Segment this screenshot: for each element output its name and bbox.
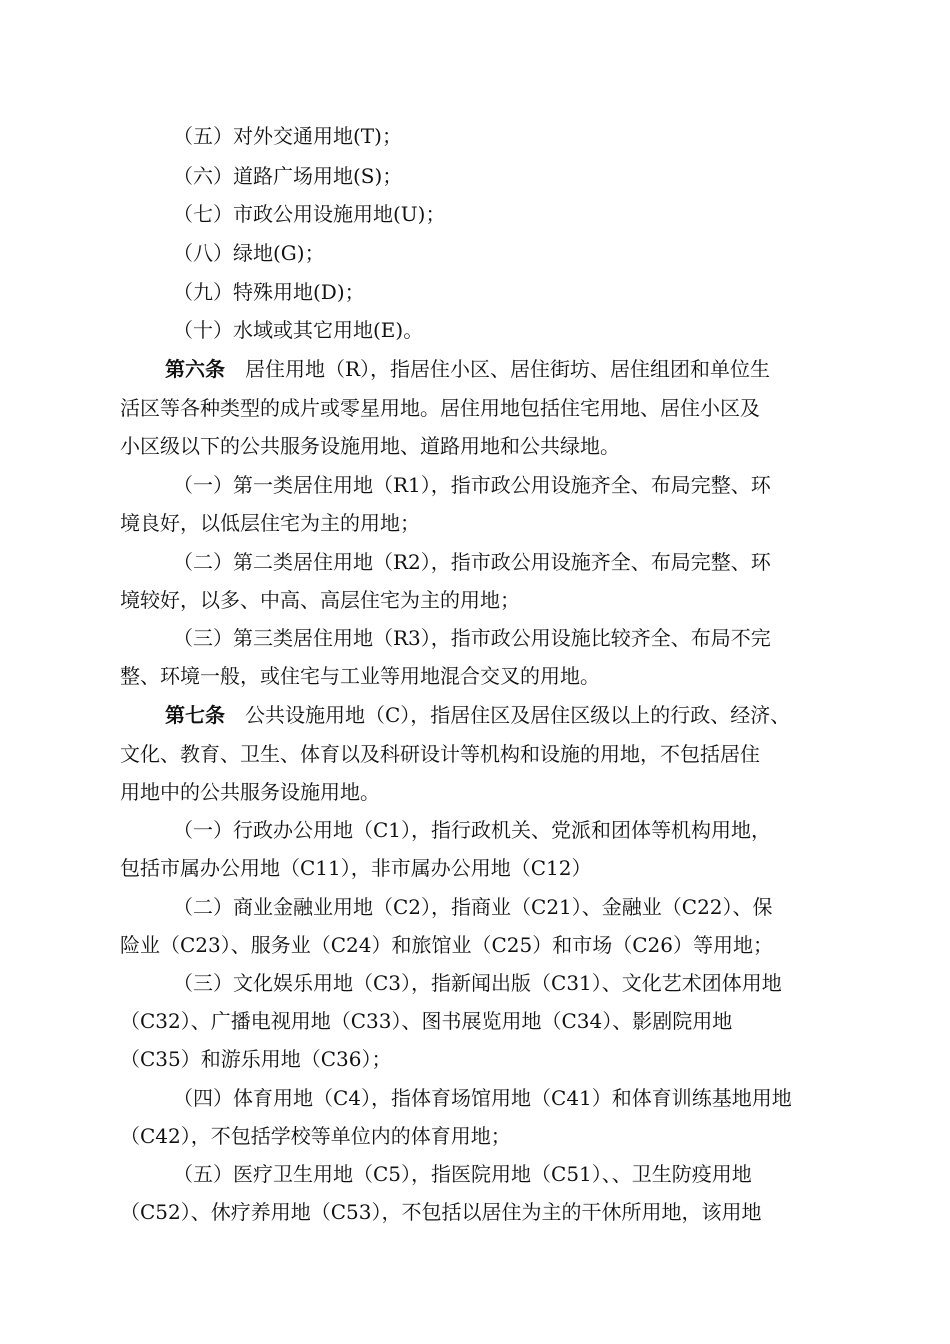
- article-7-item-1-cont: 包括市属办公用地（C11），非市属办公用地（C12）: [120, 856, 592, 880]
- article-6-first-line: [165, 355, 770, 383]
- article-6-item-1-cont: 境良好，以低层住宅为主的用地；: [120, 511, 420, 535]
- article-6-heading: 第六条: [165, 357, 225, 381]
- article-6-item-2: （二）第二类居住用地（R2），指市政公用设施齐全、布局完整、环: [173, 550, 771, 574]
- article-7-line: 用地中的公共服务设施用地。: [120, 780, 380, 804]
- article-6-text: 居住用地（R），指居住小区、居住街坊、居住组团和单位生: [245, 357, 771, 381]
- article-7-item-3-cont: （C35）和游乐用地（C36）；: [120, 1047, 392, 1071]
- list-item-8: （八）绿地(G)；: [173, 241, 325, 265]
- article-7-heading: 第七条: [165, 703, 225, 727]
- article-6-item-3: （三）第三类居住用地（R3），指市政公用设施比较齐全、布局不完: [173, 626, 771, 650]
- article-7-item-1: （一）行政办公用地（C1），指行政机关、党派和团体等机构用地，: [173, 818, 772, 842]
- list-item-5: （五）对外交通用地(T)；: [173, 124, 402, 148]
- article-7-line: 文化、教育、卫生、体育以及科研设计等机构和设施的用地，不包括居住: [120, 742, 760, 766]
- article-7-item-3-cont: （C32）、广播电视用地（C33）、图书展览用地（C34）、影剧院用地: [120, 1009, 733, 1033]
- article-6-item-1: （一）第一类居住用地（R1），指市政公用设施齐全、布局完整、环: [173, 473, 771, 497]
- list-item-7: （七）市政公用设施用地(U)；: [173, 202, 446, 226]
- article-7-first-line: [165, 701, 790, 729]
- list-item-9: （九）特殊用地(D)；: [173, 280, 365, 304]
- article-7-item-4-cont: （C42），不包括学校等单位内的体育用地；: [120, 1124, 511, 1148]
- article-6-item-2-cont: 境较好，以多、中高、高层住宅为主的用地；: [120, 588, 520, 612]
- article-7-item-4: （四）体育用地（C4），指体育场馆用地（C41）和体育训练基地用地: [173, 1086, 792, 1110]
- list-item-10: （十）水域或其它用地(E)。: [173, 318, 424, 342]
- article-6-line: 活区等各种类型的成片或零星用地。居住用地包括住宅用地、居住小区及: [120, 396, 760, 420]
- article-7-item-3: （三）文化娱乐用地（C3），指新闻出版（C31）、文化艺术团体用地: [173, 971, 782, 995]
- article-7-item-2-cont: 险业（C23）、服务业（C24）和旅馆业（C25）和市场（C26）等用地；: [120, 933, 774, 957]
- article-6-line: 小区级以下的公共服务设施用地、道路用地和公共绿地。: [120, 434, 620, 458]
- article-7-text: 公共设施用地（C），指居住区及居住区级以上的行政、经济、: [245, 703, 791, 727]
- article-7-item-5-cont: （C52）、休疗养用地（C53），不包括以居住为主的干休所用地，该用地: [120, 1200, 762, 1224]
- article-6-item-3-cont: 整、环境一般，或住宅与工业等用地混合交叉的用地。: [120, 664, 600, 688]
- list-item-6: （六）道路广场用地(S)；: [173, 164, 403, 188]
- article-7-item-2: （二）商业金融业用地（C2），指商业（C21）、金融业（C22）、保: [173, 895, 773, 919]
- article-7-item-5: （五）医疗卫生用地（C5），指医院用地（C51）、、卫生防疫用地: [173, 1162, 752, 1186]
